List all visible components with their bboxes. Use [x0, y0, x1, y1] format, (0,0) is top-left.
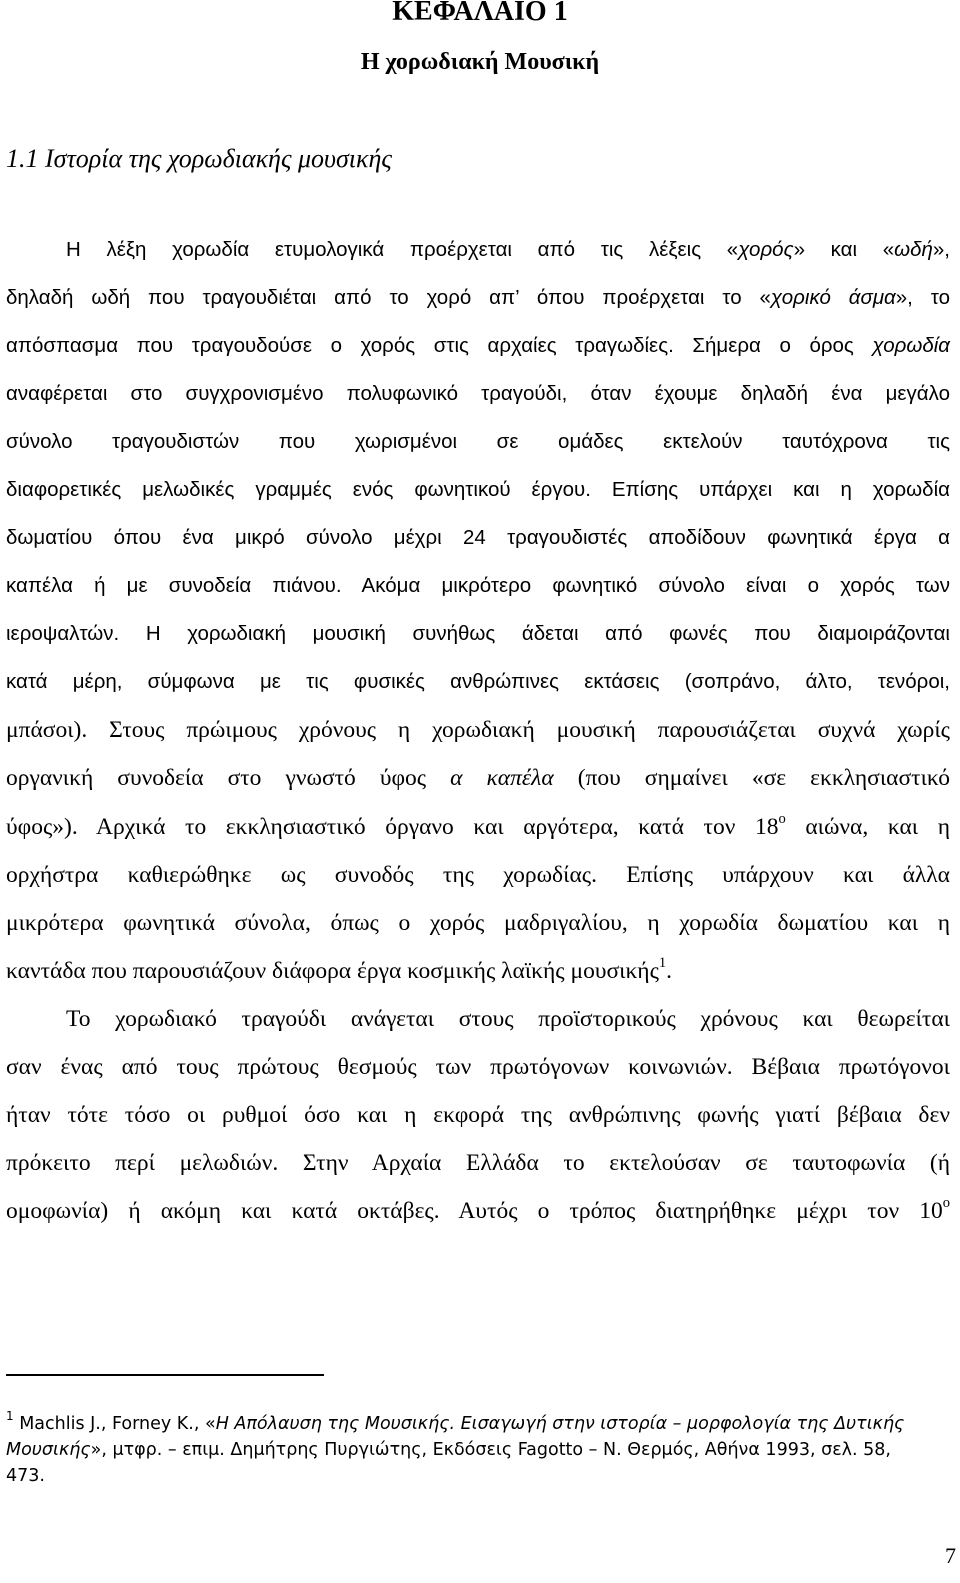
text-line: ήταν τότε τόσο οι ρυθμοί όσο και η εκφορά της ανθρώπινης φωνής γιατί βέβαια δεν [6, 1102, 950, 1128]
text-line: αναφέρεται στο συγχρονισμένο πολυφωνικό τραγούδι, όταν έχουμε δηλαδή ένα μεγάλο [6, 382, 950, 405]
text-line: μικρότερα φωνητικά σύνολα, όπως ο χορός μαδριγαλίου, η χορωδία δωματίου και η [6, 910, 950, 936]
footnote-line: 473. [6, 1466, 45, 1486]
text-line: ορχήστρα καθιερώθηκε ως συνοδός της χορωδίας. Επίσης υπάρχουν και άλλα [6, 862, 950, 888]
text-line: απόσπασμα που τραγουδούσε ο χορός στις αρχαίες τραγωδίες. Σήμερα ο όρος χορωδία [6, 334, 950, 357]
text-line: ιεροψαλτών. Η χορωδιακή μουσική συνήθως άδεται από φωνές που διαμοιράζονται [6, 622, 950, 645]
text-line: διαφορετικές μελωδικές γραμμές ενός φωνητικού έργου. Επίσης υπάρχει και η χορωδία [6, 478, 950, 501]
footnote-line: Μουσικής», μτφρ. – επιμ. Δημήτρης Πυργιώτης, Εκδόσεις Fagotto – Ν. Θερμός, Αθήνα 1993, σελ. 58, [6, 1440, 891, 1460]
text-line: σαν ένας από τους πρώτους θεσμούς των πρωτόγονων κοινωνιών. Βέβαια πρωτόγονοι [6, 1054, 950, 1080]
text-line: οργανική συνοδεία στο γνωστό ύφος α καπέλα (που σημαίνει «σε εκκλησιαστικό [6, 765, 950, 791]
footnote-line: $^1$ Machlis J., Forney K., «Η Απόλαυση της Μουσικής. Εισαγωγή στην ιστορία – μορφολογία της Δυτικής [6, 1409, 905, 1434]
footnote-mark: 1 [6, 1409, 14, 1424]
text-line: πρόκειτο περί μελωδιών. Στην Αρχαία Ελλάδα το εκτελούσαν σε ταυτοφωνία (ή [6, 1150, 950, 1176]
chapter-heading: ΚΕΦΑΛΑΙΟ 1 [392, 0, 568, 27]
text-line: δηλαδή ωδή που τραγουδιέται από το χορό απ’ όπου προέρχεται το «χορικό άσμα», το [6, 286, 950, 309]
text-line: σύνολο τραγουδιστών που χωρισμένοι σε ομάδες εκτελούν ταυτόχρονα τις [6, 430, 950, 453]
page-number: 7 [945, 1543, 956, 1568]
chapter-subtitle: Η χορωδιακή Μουσική [360, 49, 600, 75]
text-line: Το χορωδιακό τραγούδι ανάγεται στους προϊστορικούς χρόνους και θεωρείται [66, 1006, 950, 1032]
section-title: 1.1 Ιστορία της χορωδιακής μουσικής [6, 144, 392, 173]
text-line: ομοφωνία) ή ακόμη και κατά οκτάβες. Αυτός ο τρόπος διατηρήθηκε μέχρι τον $10^o$ [6, 1195, 950, 1224]
text-line: μπάσοι). Στους πρώιμους χρόνους η χορωδιακή μουσική παρουσιάζεται συχνά χωρίς [6, 717, 950, 743]
text-line: Η λέξη χορωδία ετυμολογικά προέρχεται από τις λέξεις «χορός» και «ωδή», [66, 238, 950, 261]
text-line: ύφος»). Αρχικά το εκκλησιαστικό όργανο και αργότερα, κατά τον $18^o$ αιώνα, και η [6, 811, 950, 840]
footnote-separator [6, 1374, 324, 1376]
text-line: κατά μέρη, σύμφωνα με τις φυσικές ανθρώπινες εκτάσεις (σοπράνο, άλτο, τενόροι, [6, 670, 950, 693]
text-line: καντάδα που παρουσιάζουν διάφορα έργα κοσμικής λαϊκής μουσικής$^1$. [6, 955, 673, 984]
text-line: καπέλα ή με συνοδεία πιάνου. Ακόμα μικρότερο φωνητικό σύνολο είναι ο χορός των [6, 574, 950, 597]
text-line: δωματίου όπου ένα μικρό σύνολο μέχρι 24 τραγουδιστές αποδίδουν φωνητικά έργα α [6, 526, 950, 549]
